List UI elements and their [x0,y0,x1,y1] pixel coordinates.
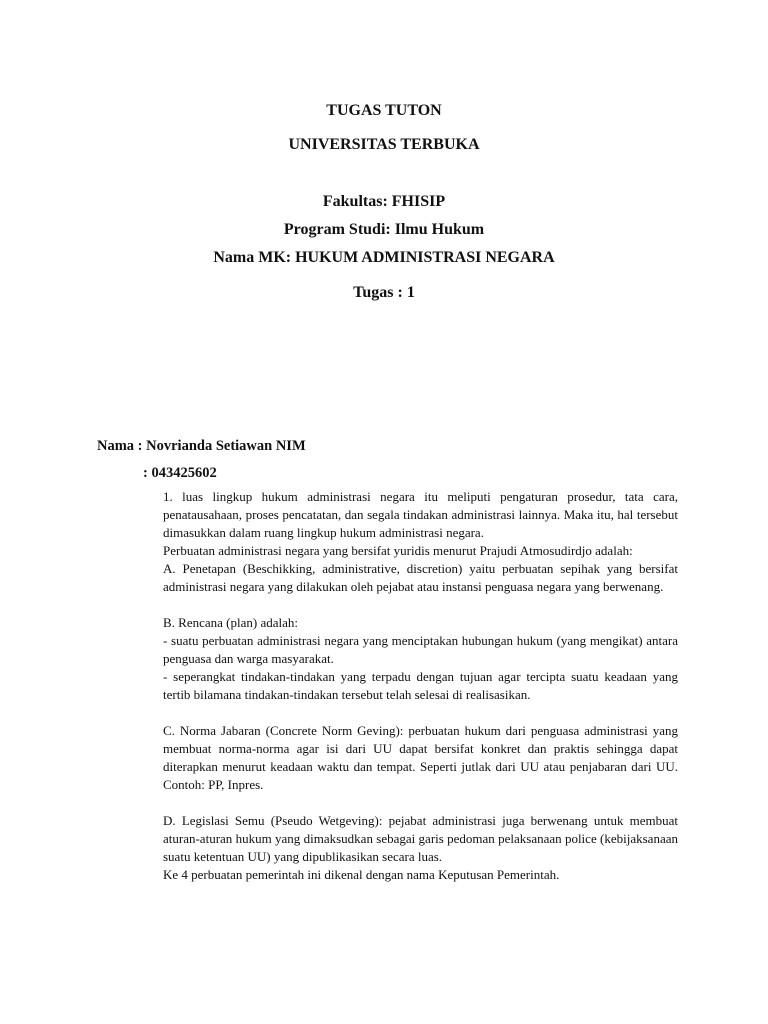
faculty-line: Fakultas: FHISIP [322,193,446,210]
study-program-line: Program Studi: Ilmu Hukum [283,221,485,238]
student-nim-line: : 043425602 [143,465,217,481]
answer-body [163,488,678,884]
assignment-number: Tugas : 1 [353,284,415,301]
point-b-item-2: - seperangkat tindakan-tindakan yang terpadu dengan tujuan agar tercipta suatu keadaan yang tertib bilamana tindakan-tindakan tersebut telah selesai di realisasikan. [163,669,678,702]
point-a: A. Penetapan (Beschikking, administrative, discretion) yaitu perbuatan sepihak yang bersifat administrasi negara yang dilakukan oleh pejabat atau instansi penguasa negara yang berwenang. [163,561,678,594]
answer-paragraph-1: 1. luas lingkup hukum administrasi negara itu meliputi pengaturan prosedur, tata cara, penatausahaan, proses pencatatan, dan segala tindakan administrasi lainnya. Maka itu, hal tersebut dimasukkan dalam ruang lingkup hukum administrasi negara. [163,489,678,540]
course-name-line: Nama MK: HUKUM ADMINISTRASI NEGARA [213,249,555,266]
point-c: C. Norma Jabaran (Concrete Norm Geving): perbuatan hukum dari penguasa administrasi yang membuat norma-norma agar isi dari UU dapat bersifat konkret dan praktis sehingga dapat diterapkan menurut keadaan waktu dan tempat. Seperti jutlak dari UU atau penjabaran dari UU. Contoh: PP, Inpres. [163,723,678,792]
closing-sentence: Ke 4 perbuatan pemerintah ini dikenal dengan nama Keputusan Pemerintah. [163,867,560,882]
student-name-line: Nama : Novrianda Setiawan NIM [97,438,306,454]
point-b-title: B. Rencana (plan) adalah: [163,615,298,630]
point-d: D. Legislasi Semu (Pseudo Wetgeving): pejabat administrasi juga berwenang untuk membuat aturan-aturan hukum yang dimaksudkan sebagai garis pedoman pelaksanaan police (kebijaksanaan suatu ketentuan UU) yang dipublikasikan secara luas. [163,813,678,864]
point-b-item-1: - suatu perbuatan administrasi negara yang menciptakan hubungan hukum (yang mengikat) antara penguasa dan warga masyarakat. [163,633,678,666]
answer-paragraph-2: Perbuatan administrasi negara yang bersifat yuridis menurut Prajudi Atmosudirdjo adalah: [163,543,633,558]
doc-title: TUGAS TUTON [326,102,442,119]
university-name: UNIVERSITAS TERBUKA [288,136,480,153]
